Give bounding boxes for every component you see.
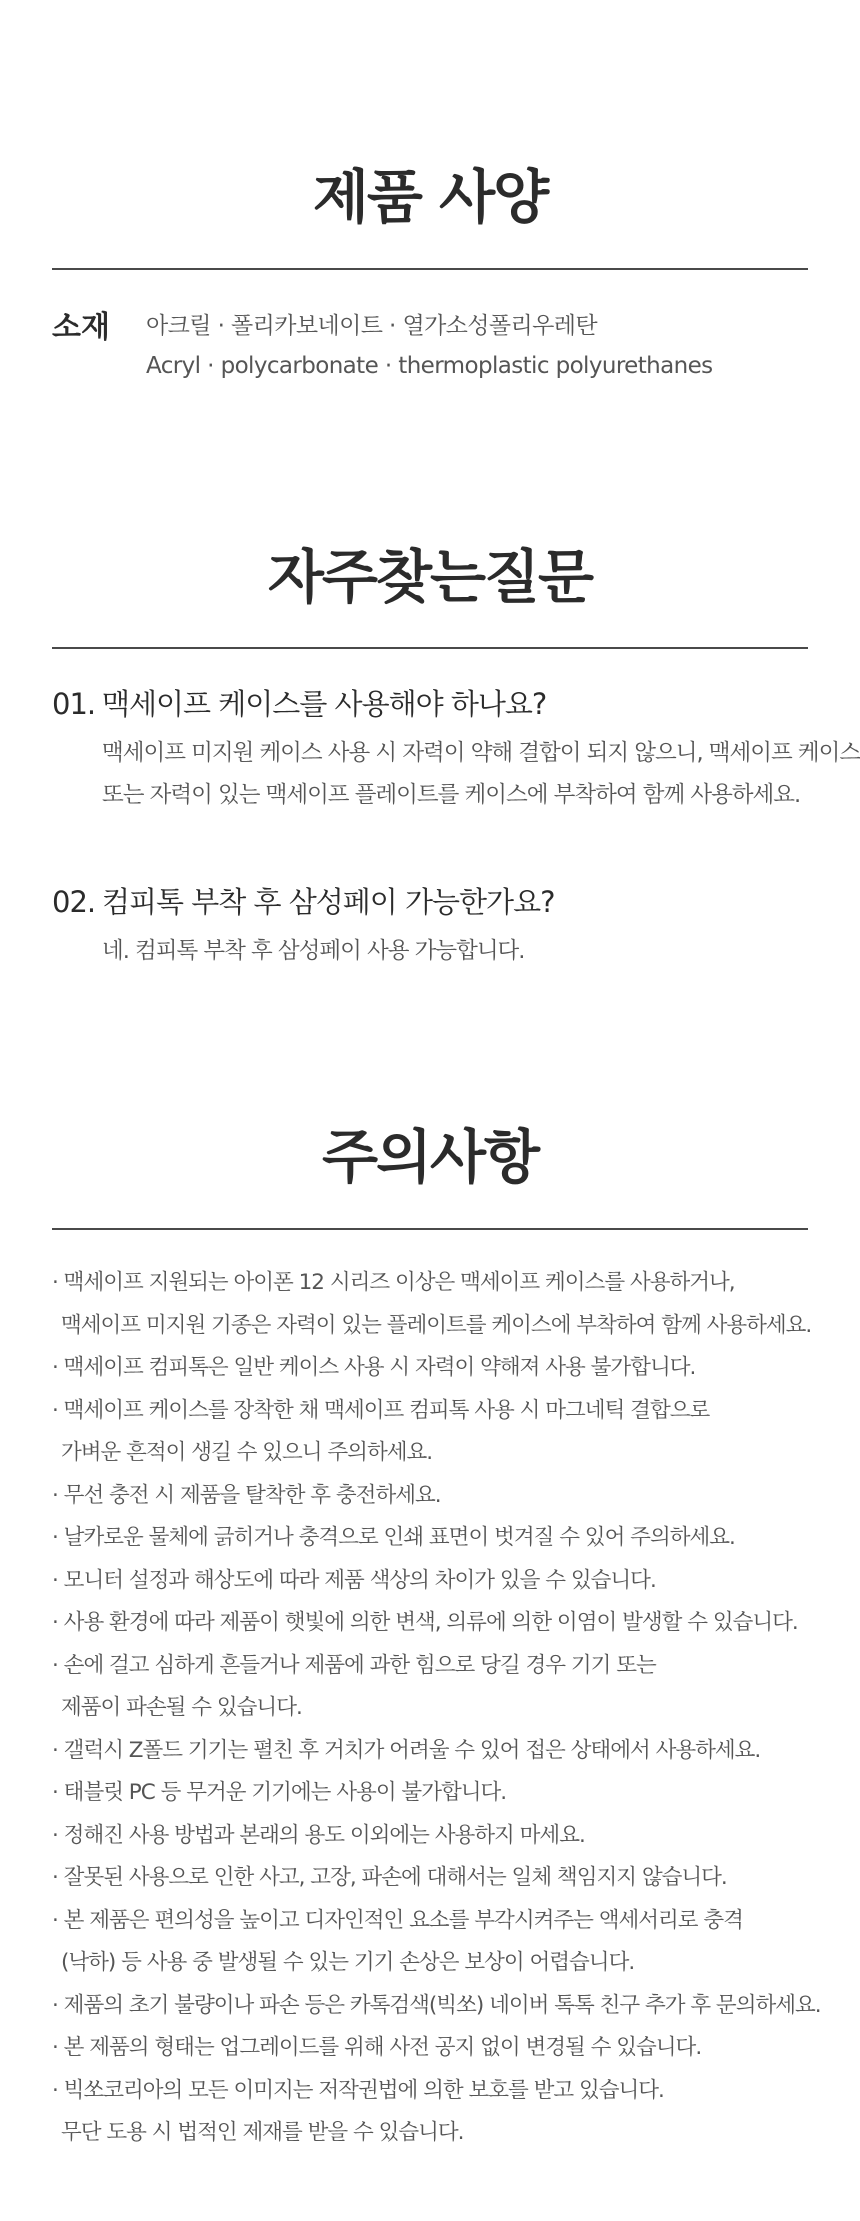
faq-item-2: [52, 880, 812, 972]
faq-question-text: 맥세이프 케이스를 사용해야 하나요?: [102, 687, 547, 721]
faq-answer: [52, 732, 860, 816]
faq-answer-line: 네. 컴피톡 부착 후 삼성페이 사용 가능합니다.: [102, 938, 525, 964]
faq-divider: [52, 647, 808, 649]
caution-item: · 사용 환경에 따라 제품이 햇빛에 의한 변색, 의류에 의한 이염이 발생할 수 있습니다.: [52, 1610, 798, 1635]
caution-item: · 모니터 설정과 해상도에 따라 제품 색상의 차이가 있을 수 있습니다.: [52, 1567, 656, 1593]
specs-title: 제품 사양: [312, 163, 548, 231]
faq-number: 02.: [52, 885, 96, 919]
material-korean: 아크릴 · 폴리카보네이트 · 열가소성폴리우레탄: [146, 313, 598, 339]
faq-number: 01.: [52, 687, 96, 721]
cautions-list: [52, 1262, 822, 2155]
faq-answer-line: 맥세이프 미지원 케이스 사용 시 자력이 약해 결합이 되지 않으니, 맥세이프 케이스: [102, 740, 860, 766]
caution-item: · 정해진 사용 방법과 본래의 용도 이외에는 사용하지 마세요.: [52, 1822, 585, 1848]
caution-item: · 손에 걸고 심하게 흔들거나 제품에 과한 힘으로 당길 경우 기기 또는: [52, 1652, 656, 1678]
caution-item-continued: 무단 도용 시 법적인 제재를 받을 수 있습니다.: [61, 2120, 464, 2145]
caution-item: · 날카로운 물체에 긁히거나 충격으로 인쇄 표면이 벗겨질 수 있어 주의하세요.: [52, 1525, 735, 1550]
faq-question-text: 컴피톡 부착 후 삼성페이 가능한가요?: [102, 885, 555, 919]
caution-item: · 본 제품의 형태는 업그레이드를 위해 사전 공지 없이 변경될 수 있습니다.: [52, 2035, 702, 2060]
material-values: [146, 306, 713, 386]
cautions-title: 주의사항: [321, 1123, 539, 1191]
caution-item: · 맥세이프 컴피톡은 일반 케이스 사용 시 자력이 약해져 사용 불가합니다.: [52, 1355, 696, 1380]
caution-item-continued: 제품이 파손될 수 있습니다.: [61, 1695, 302, 1720]
cautions-divider: [52, 1228, 808, 1230]
faq-answer: [52, 930, 812, 972]
caution-item: · 잘못된 사용으로 인한 사고, 고장, 파손에 대해서는 일체 책임지지 않습니다.: [52, 1865, 727, 1890]
caution-item-continued: 가벼운 흔적이 생길 수 있으니 주의하세요.: [61, 1440, 433, 1465]
faq-answer-line: 또는 자력이 있는 맥세이프 플레이트를 케이스에 부착하여 함께 사용하세요.: [102, 782, 801, 808]
faq-title: 자주찾는질문: [267, 543, 593, 611]
caution-item: · 제품의 초기 불량이나 파손 등은 카톡검색(빅쏘) 네이버 톡톡 친구 추가 후 문의하세요.: [52, 1992, 821, 2018]
material-label: 소재: [52, 310, 110, 345]
caution-item: · 무선 충전 시 제품을 탈착한 후 충전하세요.: [52, 1482, 441, 1508]
faq-question: [52, 682, 812, 726]
caution-item: · 맥세이프 지원되는 아이폰 12 시리즈 이상은 맥세이프 케이스를 사용하거나,: [52, 1270, 735, 1295]
caution-item: · 갤럭시 Z폴드 기기는 펼친 후 거치가 어려울 수 있어 접은 상태에서 사용하세요.: [52, 1737, 761, 1763]
material-english: Acryl · polycarbonate · thermoplastic polyurethanes: [146, 353, 713, 379]
faq-question: [52, 880, 812, 924]
caution-item-continued: 맥세이프 미지원 기종은 자력이 있는 플레이트를 케이스에 부착하여 함께 사용하세요.: [61, 1312, 812, 1338]
caution-item-continued: (낙하) 등 사용 중 발생될 수 있는 기기 손상은 보상이 어렵습니다.: [61, 1950, 635, 1975]
specs-divider: [52, 268, 808, 270]
caution-item: · 본 제품은 편의성을 높이고 디자인적인 요소를 부각시켜주는 액세서리로 충격: [52, 1907, 743, 1933]
caution-item: · 태블릿 PC 등 무거운 기기에는 사용이 불가합니다.: [52, 1780, 507, 1805]
faq-item-1: [52, 682, 860, 816]
caution-item: · 빅쏘코리아의 모든 이미지는 저작권법에 의한 보호를 받고 있습니다.: [52, 2077, 664, 2103]
caution-item: · 맥세이프 케이스를 장착한 채 맥세이프 컴피톡 사용 시 마그네틱 결합으로: [52, 1397, 710, 1423]
